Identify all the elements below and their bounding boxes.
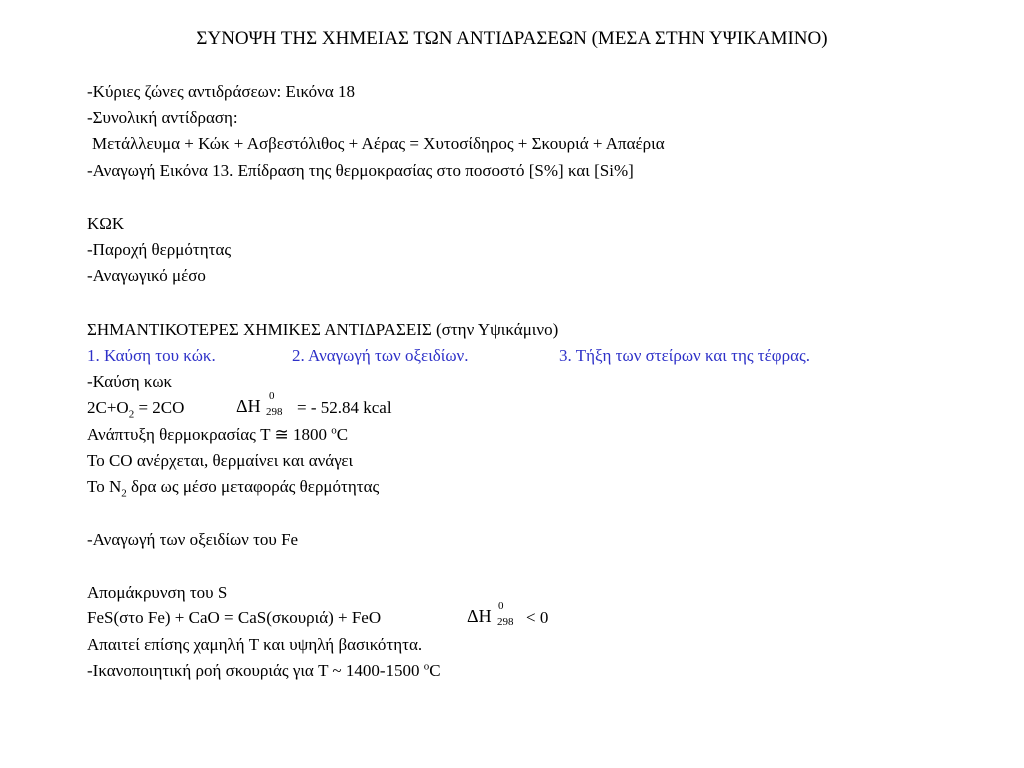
sulfur-heading: Απομάκρυνση του S: [87, 583, 228, 602]
n2-line: [87, 476, 379, 498]
n2-subscript: 2: [121, 487, 127, 500]
reaction-steps: [87, 345, 937, 367]
temperature-text: Ανάπτυξη θερμοκρασίας T ≅ 1800: [87, 425, 332, 444]
slag-text: -Ικανοποιητική ροή σκουριάς για T ~ 1400-1500: [87, 661, 424, 680]
combustion-enthalpy-value: = - 52.84 kcal: [297, 398, 392, 417]
overall-reaction: Μετάλλευμα + Κώκ + Ασβεστόλιθος + Αέρας = Χυτοσίδηρος + Σκουριά + Απαέρια: [92, 134, 665, 153]
step-3: 3. Τήξη των στείρων και της τέφρας.: [559, 346, 810, 365]
n2-right: δρα ως μέσο μεταφοράς θερμότητας: [126, 477, 380, 496]
delta-h-superscript: 0: [269, 390, 275, 402]
important-reactions-heading: ΣΗΜΑΝΤΙΚΟΤΕΡΕΣ ΧΗΜΙΚΕΣ ΑΝΤΙΔΡΑΣΕΙΣ (στην Υψικάμινο): [87, 320, 559, 339]
reduction-line: -Αναγωγή Εικόνα 13. Επίδραση της θερμοκρασίας στο ποσοστό [S%] και [Si%]: [87, 161, 634, 180]
step-2: 2. Αναγωγή των οξειδίων.: [292, 346, 469, 365]
sulfur-enthalpy-value: < 0: [526, 608, 549, 627]
eq-subscript: 2: [128, 408, 135, 421]
combustion-heading: -Καύση κωκ: [87, 372, 173, 391]
zones-line: -Κύριες ζώνες αντιδράσεων: Εικόνα 18: [87, 82, 355, 101]
page-title: ΣΥΝΟΨΗ ΤΗΣ ΧΗΜΕΙΑΣ ΤΩΝ ΑΝΤΙΔΡΑΣΕΩΝ (ΜΕΣΑ ΣΤΗΝ ΥΨΙΚΑΜΙΝΟ): [196, 28, 828, 49]
overall-reaction-label: -Συνολική αντίδραση:: [87, 108, 238, 127]
delta-h-subscript: 298: [497, 616, 514, 628]
temperature-line: [87, 424, 348, 446]
degree-mark: ο: [331, 424, 337, 437]
eq-left: 2C+O: [87, 398, 129, 417]
sulfur-equation: FeS(στο Fe) + CaO = CaS(σκουριά) + FeO: [87, 608, 382, 627]
kok-heading: ΚΩΚ: [87, 214, 125, 233]
enthalpy-symbol-2: [467, 600, 527, 630]
combustion-equation: [87, 397, 184, 419]
step-1: 1. Καύση του κώκ.: [87, 346, 216, 365]
kok-item-heat: -Παροχή θερμότητας: [87, 240, 232, 259]
delta-h-subscript: 298: [266, 406, 283, 418]
eq-right: = 2CO: [134, 398, 185, 417]
delta-h-symbol: ΔH: [467, 606, 492, 626]
enthalpy-symbol-1: [236, 390, 296, 420]
slag-flow-line: [87, 660, 441, 682]
oxides-heading: -Αναγωγή των οξειδίων του Fe: [87, 530, 299, 549]
kok-item-reducing: -Αναγωγικό μέσο: [87, 266, 206, 285]
degree-mark: ο: [423, 660, 430, 673]
delta-h-symbol: ΔH: [236, 396, 261, 416]
temperature-unit: C: [336, 425, 349, 444]
co-line: Το CO ανέρχεται, θερμαίνει και ανάγει: [87, 451, 354, 470]
slag-unit: C: [429, 661, 441, 680]
n2-left: Το N: [87, 477, 122, 496]
requirements-line: Απαιτεί επίσης χαμηλή T και υψηλή βασικότητα.: [87, 635, 423, 654]
delta-h-superscript: 0: [498, 600, 504, 612]
